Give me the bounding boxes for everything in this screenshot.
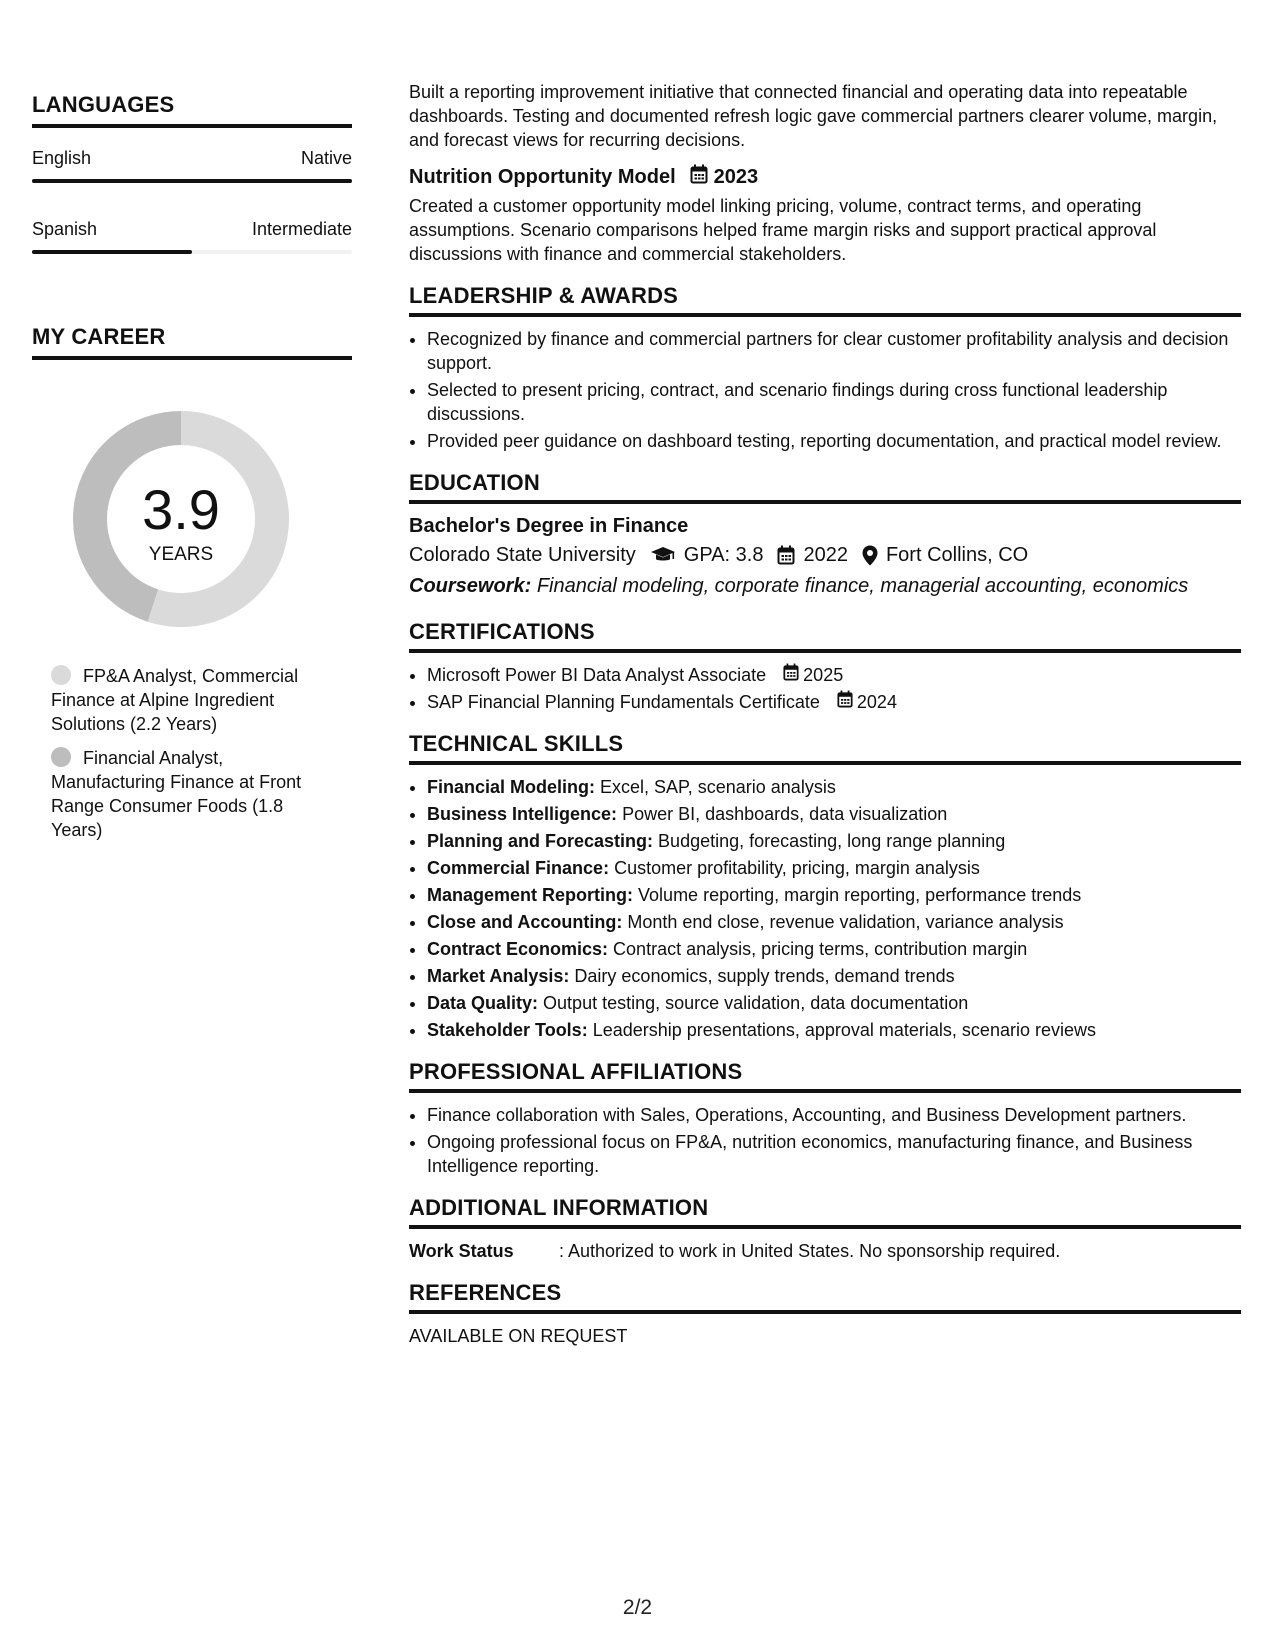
language-level: Native [300, 148, 352, 168]
left-column [32, 92, 352, 852]
right-column [409, 80, 1241, 1348]
work-status-label: Work Status [409, 1241, 514, 1261]
education-details [409, 543, 1241, 567]
certification-year: 2024 [856, 692, 897, 712]
school-location: Fort Collins, CO [885, 544, 1029, 566]
skill-label: Business Intelligence: [427, 804, 618, 824]
skill-item [427, 991, 1241, 1015]
skill-text: Customer profitability, pricing, margin analysis [614, 858, 980, 878]
career-legend-item [51, 664, 321, 736]
degree-title: Bachelor's Degree in Finance [409, 515, 689, 537]
career-total-unit: YEARS [148, 544, 214, 565]
career-total-value: 3.9 [142, 478, 220, 541]
leadership-heading: LEADERSHIP & AWARDS [409, 284, 1241, 317]
list-item: • Finance collaboration with Sales, Operations, Accounting, and Business Development partners. [427, 1103, 1241, 1127]
career-heading: MY CAREER [32, 324, 352, 360]
skill-label: Data Quality: [427, 993, 539, 1013]
language-level: Intermediate [251, 219, 352, 239]
career-legend-item [51, 746, 321, 842]
page-number: 2/2 [622, 1596, 653, 1619]
certification-name: SAP Financial Planning Fundamentals Certificate [427, 692, 820, 712]
skill-text: Dairy economics, supply trends, demand trends [574, 966, 955, 986]
school-name: Colorado State University [409, 544, 636, 566]
affiliations-list [409, 1103, 1241, 1178]
certification-name: Microsoft Power BI Data Analyst Associate [427, 665, 767, 685]
graduation-year: 2022 [803, 544, 848, 566]
language-item [32, 219, 352, 254]
career-legend-text: Financial Analyst, Manufacturing Finance at Front Range Consumer Foods (1.8 Years) [51, 748, 302, 840]
skill-item [427, 775, 1241, 799]
skill-text: Power BI, dashboards, data visualization [622, 804, 948, 824]
references-text: AVAILABLE ON REQUEST [409, 1326, 628, 1346]
calendar-icon [783, 663, 803, 687]
list-item [427, 690, 1241, 714]
gpa: GPA: 3.8 [683, 544, 764, 566]
skill-text: Volume reporting, margin reporting, performance trends [638, 885, 1082, 905]
calendar-icon [837, 690, 857, 714]
list-item: • Recognized by finance and commercial partners for clear customer profitability analysis and decision support. [427, 327, 1241, 375]
skill-label: Commercial Finance: [427, 858, 610, 878]
skill-item [427, 883, 1241, 907]
project-title: Nutrition Opportunity Model [409, 166, 676, 188]
work-status-row [409, 1239, 1241, 1263]
skill-label: Contract Economics: [427, 939, 609, 959]
calendar-icon [777, 545, 795, 565]
certifications-list [409, 663, 1241, 714]
skill-item [427, 937, 1241, 961]
graduation-cap-icon [650, 546, 676, 564]
skill-text: Output testing, source validation, data documentation [543, 993, 969, 1013]
career-legend [51, 664, 352, 842]
list-item [427, 663, 1241, 687]
skill-label: Financial Modeling: [427, 777, 596, 797]
certification-year: 2025 [803, 665, 844, 685]
skill-item [427, 1018, 1241, 1042]
skill-item [427, 856, 1241, 880]
skill-label: Close and Accounting: [427, 912, 623, 932]
skill-text: Excel, SAP, scenario analysis [600, 777, 836, 797]
list-item: • Provided peer guidance on dashboard testing, reporting documentation, and practical model review. [427, 429, 1241, 453]
career-donut-chart [66, 404, 296, 634]
language-name: Spanish [32, 219, 98, 239]
project-intro-text: Built a reporting improvement initiative that connected financial and operating data into repeatable dashboards. Testing and documented refresh logic gave commercial partners clearer volume, margin, and forecast views for recurring decisions. [409, 82, 1218, 150]
language-proficiency-fill [32, 250, 192, 254]
language-name: English [32, 148, 92, 168]
language-proficiency-fill [32, 179, 352, 183]
legend-dot-icon [51, 665, 71, 685]
skill-label: Stakeholder Tools: [427, 1020, 588, 1040]
calendar-icon [690, 164, 708, 190]
education-heading: EDUCATION [409, 471, 1241, 504]
skill-item [427, 964, 1241, 988]
skill-text: Leadership presentations, approval materials, scenario reviews [592, 1020, 1096, 1040]
skill-label: Management Reporting: [427, 885, 634, 905]
career-legend-text: FP&A Analyst, Commercial Finance at Alpine Ingredient Solutions (2.2 Years) [51, 666, 299, 734]
skill-label: Market Analysis: [427, 966, 570, 986]
languages-heading: LANGUAGES [32, 92, 352, 128]
affiliations-heading: PROFESSIONAL AFFILIATIONS [409, 1060, 1241, 1093]
work-status-value: : Authorized to work in United States. No sponsorship required. [559, 1241, 1061, 1261]
skill-text: Month end close, revenue validation, variance analysis [627, 912, 1064, 932]
legend-dot-icon [51, 747, 71, 767]
project-description: Created a customer opportunity model linking pricing, volume, contract terms, and operating assumptions. Scenario comparisons helped frame margin risks and support practical approval discussions with finance and commercial stakeholders. [409, 196, 1157, 264]
skill-text: Budgeting, forecasting, long range planning [658, 831, 1006, 851]
references-heading: REFERENCES [409, 1281, 1241, 1314]
language-proficiency-bar [32, 250, 352, 254]
skill-item [427, 802, 1241, 826]
skill-item [427, 829, 1241, 853]
language-item [32, 148, 352, 183]
project-date: 2023 [713, 166, 759, 188]
career-section [32, 324, 352, 842]
language-proficiency-bar [32, 179, 352, 183]
skill-item [427, 910, 1241, 934]
coursework [409, 574, 1241, 598]
skills-heading: TECHNICAL SKILLS [409, 732, 1241, 765]
coursework-text: Financial modeling, corporate finance, managerial accounting, economics [536, 575, 1189, 597]
skills-list [409, 775, 1241, 1042]
project-title-row [409, 164, 1241, 190]
location-pin-icon [862, 545, 878, 566]
skill-text: Contract analysis, pricing terms, contribution margin [613, 939, 1028, 959]
certifications-heading: CERTIFICATIONS [409, 620, 1241, 653]
list-item: • Ongoing professional focus on FP&A, nutrition economics, manufacturing finance, and Business Intelligence reporting. [427, 1130, 1241, 1178]
list-item: • Selected to present pricing, contract, and scenario findings during cross functional leadership discussions. [427, 378, 1241, 426]
leadership-list [409, 327, 1241, 453]
skill-label: Planning and Forecasting: [427, 831, 654, 851]
additional-info-heading: ADDITIONAL INFORMATION [409, 1196, 1241, 1229]
coursework-label: Coursework: [409, 575, 532, 597]
